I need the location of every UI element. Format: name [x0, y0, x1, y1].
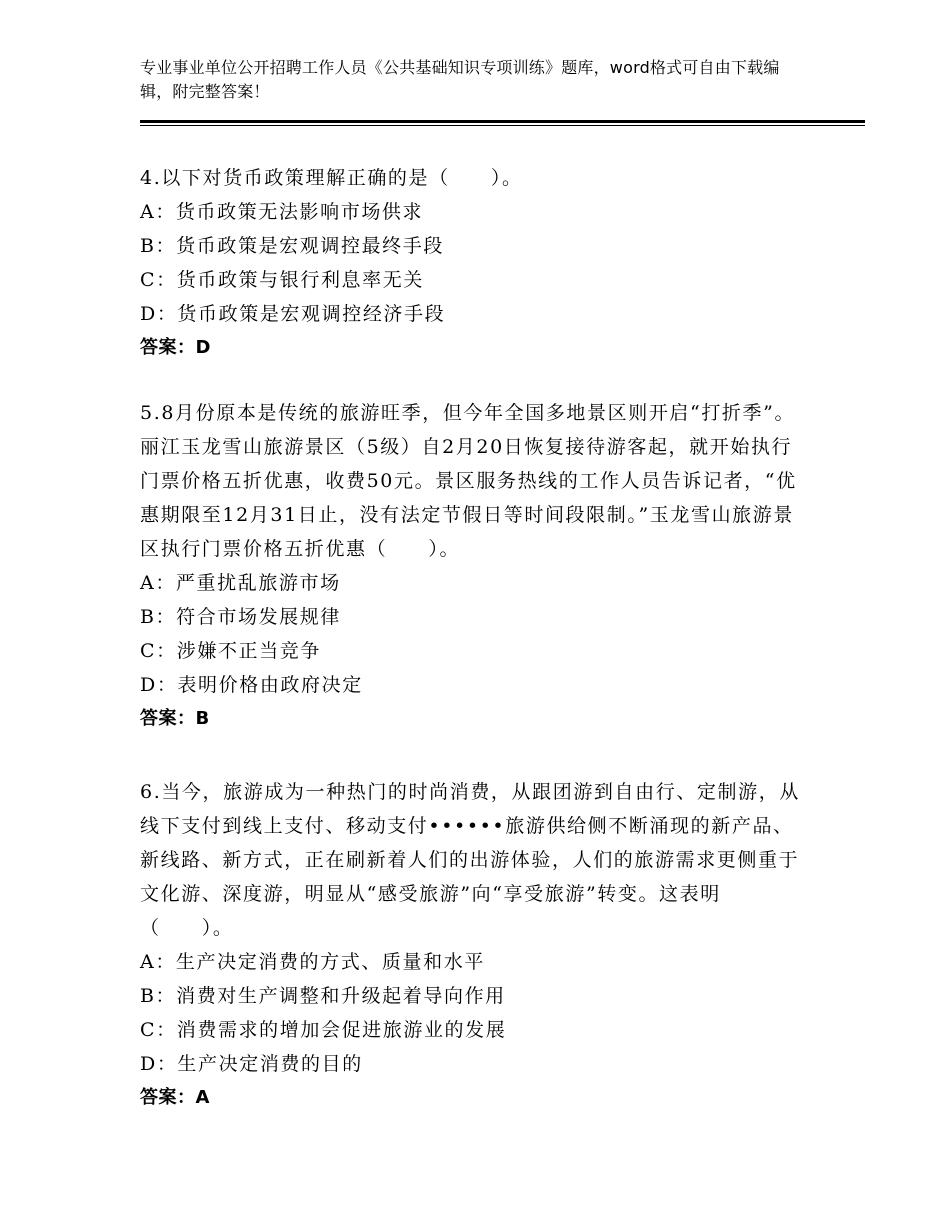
- document-header: 专业事业单位公开招聘工作人员《公共基础知识专项训练》题库，word格式可自由下载编辑，附完整答案！: [140, 58, 780, 101]
- question-5: [140, 396, 805, 736]
- question-6: [140, 775, 805, 1115]
- option-d: D：生产决定消费的目的: [140, 1053, 363, 1075]
- question-4: [140, 161, 805, 365]
- header-divider-thin: [140, 125, 865, 126]
- question-stem: 4.以下对货币政策理解正确的是（ ）。: [140, 167, 523, 189]
- option-d: D：货币政策是宏观调控经济手段: [140, 303, 446, 325]
- option-b: B：货币政策是宏观调控最终手段: [140, 235, 444, 257]
- option-c: C：涉嫌不正当竞争: [140, 640, 321, 662]
- answer-label: 答案：A: [140, 1087, 210, 1108]
- question-stem: 6.当今，旅游成为一种热门的时尚消费，从跟团游到自由行、定制游，从线下支付到线上支付、移动支付••••••旅游供给侧不断涌现的新产品、新线路、新方式，正在刷新着人们的出游体验，人们的旅游需求更侧重于文化游、深度游，明显从“感受旅游”向“享受旅游”转变。这表明（ ）。: [140, 781, 800, 939]
- header-divider-thick: [140, 120, 865, 123]
- option-a: A：严重扰乱旅游市场: [140, 572, 341, 594]
- answer-label: 答案：B: [140, 708, 210, 729]
- option-c: C：货币政策与银行利息率无关: [140, 269, 424, 291]
- answer-label: 答案：D: [140, 337, 211, 358]
- question-stem: 5.8月份原本是传统的旅游旺季，但今年全国多地景区则开启“打折季”。丽江玉龙雪山旅游景区（5级）自2月20日恢复接待游客起，就开始执行门票价格五折优惠，收费50元。景区服务热线的工作人员告诉记者，“优惠期限至12月31日止，没有法定节假日等时间段限制。”玉龙雪山旅游景区执行门票价格五折优惠（ ）。: [140, 402, 797, 560]
- option-c: C：消费需求的增加会促进旅游业的发展: [140, 1019, 507, 1041]
- option-a: A：生产决定消费的方式、质量和水平: [140, 951, 485, 973]
- option-d: D：表明价格由政府决定: [140, 674, 363, 696]
- option-b: B：消费对生产调整和升级起着导向作用: [140, 985, 506, 1007]
- option-b: B：符合市场发展规律: [140, 606, 341, 628]
- option-a: A：货币政策无法影响市场供求: [140, 201, 424, 223]
